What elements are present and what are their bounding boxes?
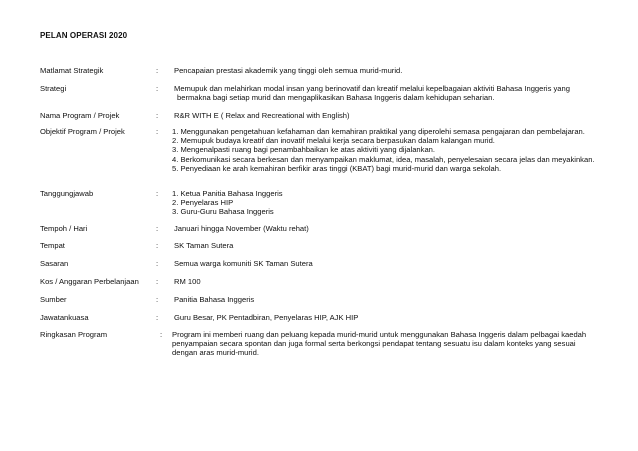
row-label: Tanggungjawab (40, 189, 94, 198)
row-value (174, 84, 604, 102)
value-line: Januari hingga November (Waktu rehat) (174, 224, 309, 233)
row-value (174, 66, 604, 75)
row-colon: : (156, 313, 159, 322)
row-colon: : (156, 295, 159, 304)
row-value (172, 330, 632, 358)
value-line: dengan aras murid-murid. (172, 348, 259, 358)
row-label: Tempat (40, 241, 65, 250)
value-line: 3. Guru-Guru Bahasa Inggeris (172, 207, 274, 217)
value-line: R&R WITH E ( Relax and Recreational with English) (174, 111, 350, 120)
row-value (174, 224, 604, 233)
row-label: Nama Program / Projek (40, 111, 120, 120)
row-label: Ringkasan Program (40, 330, 108, 339)
row-label: Sasaran (40, 259, 69, 268)
row-value (174, 241, 604, 250)
row-value (172, 127, 632, 173)
value-line: Program ini memberi ruang dan peluang kepada murid-murid untuk menggunakan Bahasa Inggeris dalam pelbagai kaedah (172, 330, 587, 339)
row-colon: : (160, 330, 163, 339)
row-value (174, 295, 604, 304)
row-label: Objektif Program / Projek (40, 127, 125, 136)
row-colon: : (156, 241, 159, 250)
row-colon: : (156, 111, 159, 120)
row-value (174, 111, 604, 120)
value-line: 5. Penyediaan ke arah kemahiran berfikir aras tinggi (KBAT) bagi murid-murid dan warga sekolah. (172, 163, 502, 173)
page-title: PELAN OPERASI 2020 (40, 31, 128, 40)
row-colon: : (156, 224, 159, 233)
value-line: Panitia Bahasa Inggeris (174, 295, 255, 304)
row-value (174, 259, 604, 268)
row-label: Jawatankuasa (40, 313, 89, 322)
row-label: Strategi (40, 84, 67, 93)
value-line: 4. Berkomunikasi secara berkesan dan menyampaikan maklumat, idea, masalah, penyelesaian secara jelas dan meyakinkan. (172, 154, 595, 164)
row-label: Matlamat Strategik (40, 66, 104, 75)
row-value (172, 189, 602, 217)
row-colon: : (156, 259, 159, 268)
value-line: SK Taman Sutera (174, 241, 234, 250)
row-label: Tempoh / Hari (40, 224, 88, 233)
value-line: bermakna bagi setiap murid dan mengaplikasikan Bahasa Inggeris dalam kehidupan seharian. (177, 93, 495, 103)
value-line: penyampaian secara spontan dan juga formal serta berkongsi pendapat tentang sesuatu isu dalam konteks yang sesuai (172, 339, 576, 349)
value-line: Semua warga komuniti SK Taman Sutera (174, 259, 313, 268)
value-line: 2. Penyelaras HIP (172, 198, 234, 208)
value-line: 3. Mengenalpasti ruang bagi penambahbaikan ke atas aktiviti yang dijalankan. (172, 145, 436, 155)
value-line: RM 100 (174, 277, 201, 286)
row-colon: : (156, 66, 159, 75)
row-value (174, 277, 604, 286)
row-colon: : (156, 84, 159, 93)
value-line: 1. Ketua Panitia Bahasa Inggeris (172, 189, 283, 198)
row-colon: : (156, 189, 159, 198)
value-line: Pencapaian prestasi akademik yang tinggi oleh semua murid-murid. (174, 66, 403, 75)
value-line: Guru Besar, PK Pentadbiran, Penyelaras HIP, AJK HIP (174, 313, 359, 322)
row-label: Kos / Anggaran Perbelanjaan (40, 277, 139, 286)
row-colon: : (156, 127, 159, 136)
value-line: 1. Menggunakan pengetahuan kefahaman dan kemahiran praktikal yang diperolehi semasa pengajaran dan pembelajaran. (172, 127, 585, 136)
row-label: Sumber (40, 295, 67, 304)
row-colon: : (156, 277, 159, 286)
row-value (174, 313, 604, 322)
value-line: Memupuk dan melahirkan modal insan yang berinovatif dan kreatif melalui kepelbagaian aktiviti Bahasa Inggeris yang (174, 84, 570, 93)
value-line: 2. Memupuk budaya kreatif dan inovatif melalui kerja secara berpasukan dalam kalangan murid. (172, 136, 495, 146)
